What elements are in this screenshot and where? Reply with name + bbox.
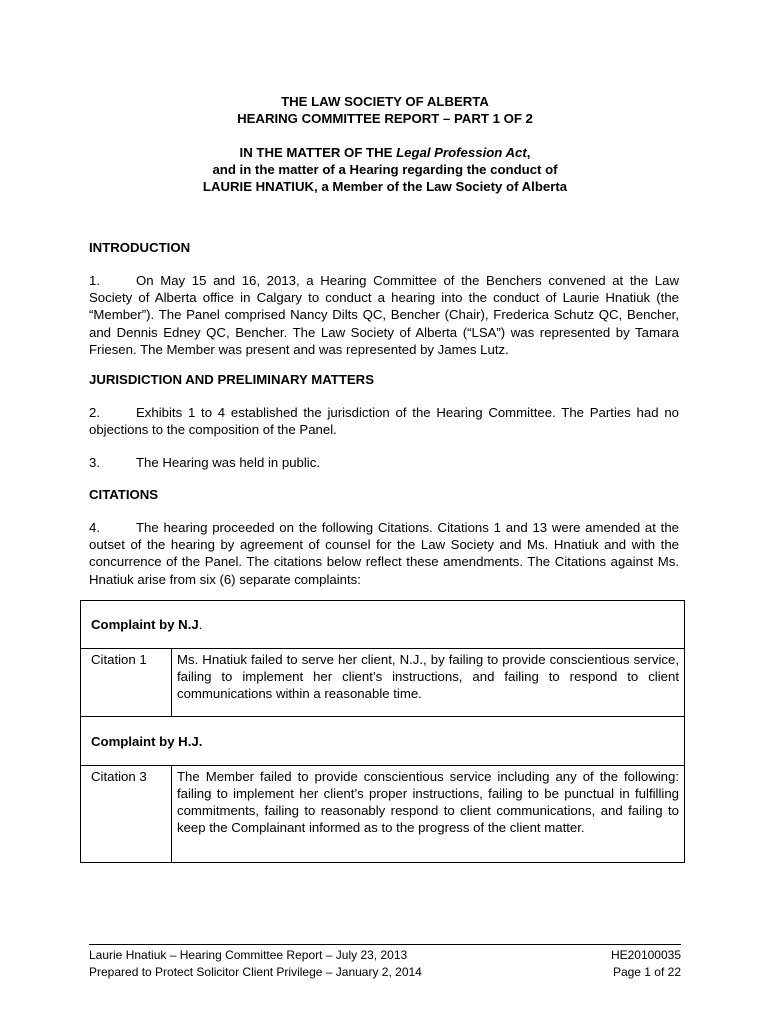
paragraph-text: On May 15 and 16, 2013, a Hearing Committee of the Benchers convened at the Law Society of Alberta office in Calgary to conduct a hearing into the conduct of Laurie Hnatiuk (the “Member”). The Panel comprised Nancy Dilts QC, Bencher (Chair), Frederica Schutz QC, Bencher, and Dennis Edney QC, Bencher. The Law Society of Alberta (“LSA”) was represented by Tamara Friesen. The Member was present and was represented by James Lutz. bbox=[89, 273, 679, 357]
paragraph-number: 4. bbox=[89, 520, 100, 535]
footer-file-number: HE20100035 bbox=[610, 948, 681, 962]
paragraph-text: The hearing proceeded on the following Citations. Citations 1 and 13 were amended at the outset of the hearing by agreement of counsel for the Law Society and Ms. Hnatiuk and with the concurrence of the Panel. The citations below reflect these amendments. The Citations against Ms. Hnatiuk arise from six (6) separate complaints: bbox=[89, 520, 679, 587]
footer-report-title: Laurie Hnatiuk – Hearing Committee Report – July 23, 2013 bbox=[89, 948, 408, 962]
complaint-heading-nj: Complaint by N.J. bbox=[91, 617, 203, 632]
paragraph-number: 3. bbox=[89, 455, 100, 470]
paragraph-text: The Hearing was held in public. bbox=[136, 455, 320, 470]
table-column-divider bbox=[171, 765, 172, 863]
jurisdiction-heading: JURISDICTION AND PRELIMINARY MATTERS bbox=[89, 372, 375, 387]
table-column-divider bbox=[171, 648, 172, 716]
member-line: LAURIE HNATIUK, a Member of the Law Society of Alberta bbox=[202, 179, 568, 194]
complaint-heading-hj: Complaint by H.J. bbox=[91, 734, 203, 749]
citation-3-text: The Member failed to provide conscientious service including any of the following: failing to implement her client’s proper instructions, failing to be punctual in fulfilling commitments, failing to reasonably respond to client communications, and failing to keep the Complainant informed as to the progress of the client matter. bbox=[177, 769, 679, 835]
citations-table bbox=[80, 600, 685, 863]
citation-3-label: Citation 3 bbox=[91, 769, 147, 784]
hearing-line: and in the matter of a Hearing regarding the conduct of bbox=[212, 162, 558, 177]
paragraph-3 bbox=[89, 454, 679, 471]
act-name: Legal Profession Act bbox=[396, 145, 527, 160]
matter-suffix: , bbox=[526, 145, 531, 160]
footer-privilege-note: Prepared to Protect Solicitor Client Privilege – January 2, 2014 bbox=[89, 965, 422, 979]
footer-page-number: Page 1 of 22 bbox=[612, 965, 681, 979]
intro-heading: INTRODUCTION bbox=[89, 240, 191, 255]
footer-divider bbox=[89, 944, 681, 945]
matter-line bbox=[0, 144, 770, 161]
citation-1-label: Citation 1 bbox=[91, 652, 147, 667]
org-title: THE LAW SOCIETY OF ALBERTA bbox=[281, 94, 489, 109]
paragraph-text: Exhibits 1 to 4 established the jurisdiction of the Hearing Committee. The Parties had no objections to the composition of the Panel. bbox=[89, 405, 679, 438]
table-divider bbox=[81, 716, 684, 717]
paragraph-number: 1. bbox=[89, 273, 100, 288]
paragraph-1 bbox=[89, 272, 679, 358]
citation-1-text: Ms. Hnatiuk failed to serve her client, N.J., by failing to provide conscientious service, failing to implement her client’s instructions, and failing to respond to client communications within a reasonable time. bbox=[177, 652, 679, 701]
citations-heading: CITATIONS bbox=[89, 487, 159, 502]
paragraph-2 bbox=[89, 404, 679, 438]
matter-prefix: IN THE MATTER OF THE bbox=[239, 145, 397, 160]
paragraph-4 bbox=[89, 519, 679, 588]
report-title: HEARING COMMITTEE REPORT – PART 1 OF 2 bbox=[237, 111, 533, 126]
paragraph-number: 2. bbox=[89, 405, 100, 420]
